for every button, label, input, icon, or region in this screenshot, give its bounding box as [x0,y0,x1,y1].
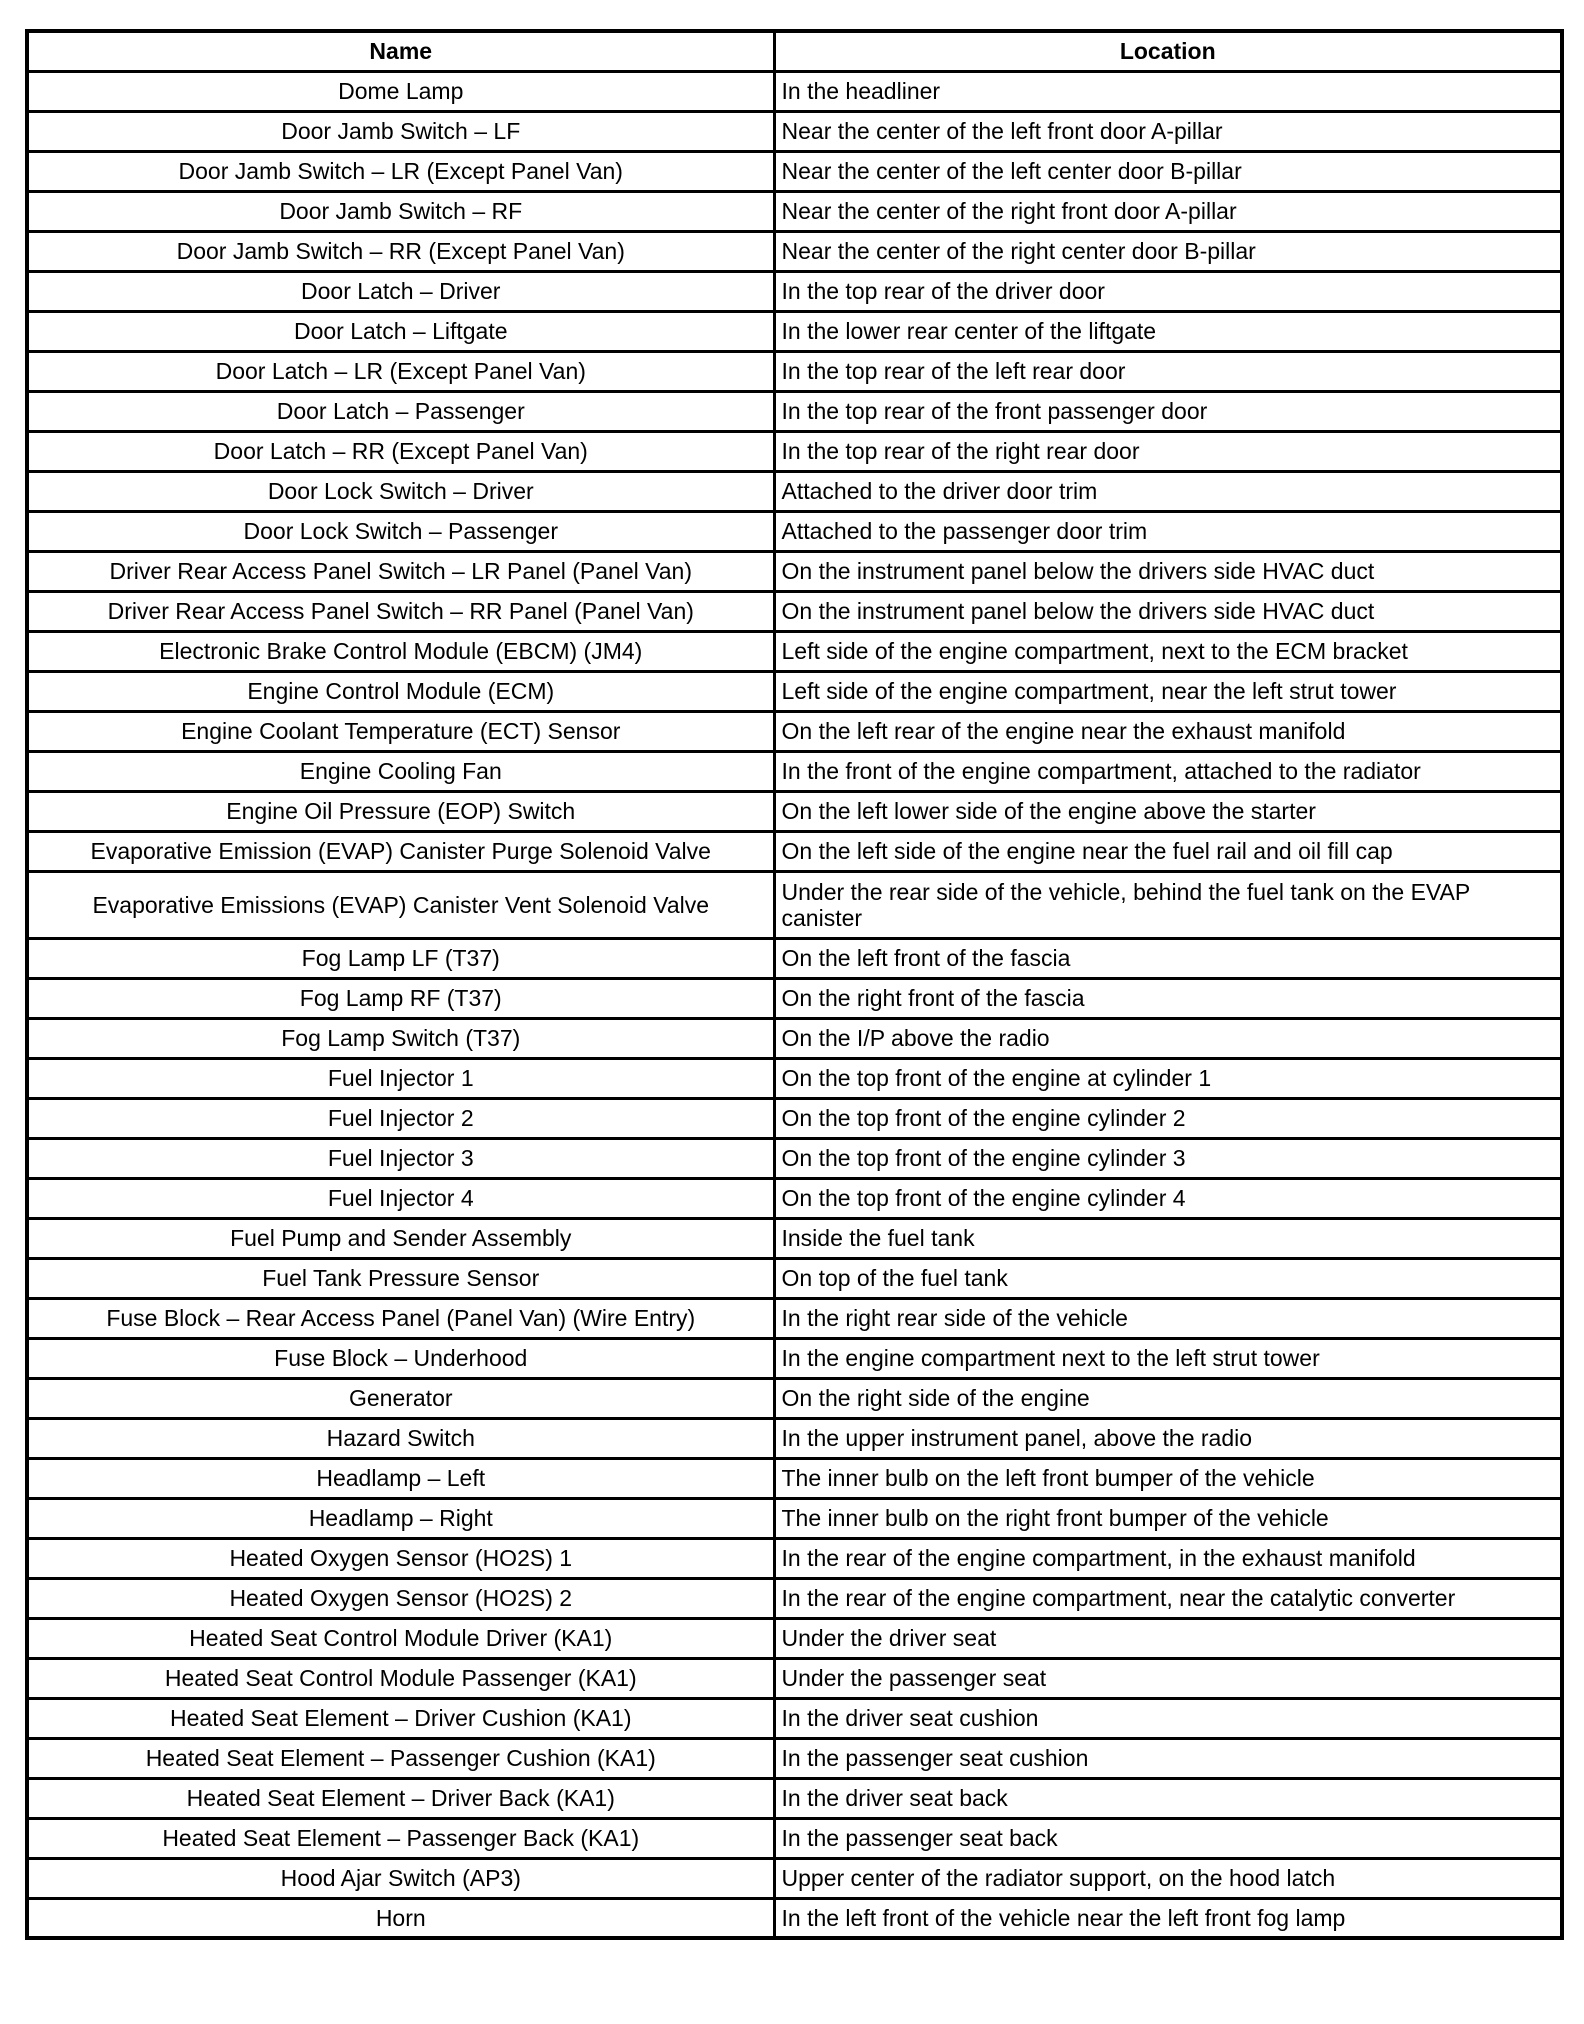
component-name-cell: Driver Rear Access Panel Switch – LR Panel (Panel Van) [27,551,774,591]
component-location-cell: In the driver seat cushion [774,1698,1562,1738]
table-row [27,711,1562,751]
component-location-cell: On the right front of the fascia [774,978,1562,1018]
component-name-cell: Fuel Injector 3 [27,1138,774,1178]
component-name-cell: Heated Seat Control Module Driver (KA1) [27,1618,774,1658]
component-location-cell: On the I/P above the radio [774,1018,1562,1058]
component-location-cell: On the left front of the fascia [774,938,1562,978]
component-location-cell: In the passenger seat cushion [774,1738,1562,1778]
table-row [27,1658,1562,1698]
component-name-cell: Horn [27,1898,774,1938]
component-name-cell: Door Jamb Switch – RR (Except Panel Van) [27,231,774,271]
component-location-cell: On the top front of the engine cylinder 2 [774,1098,1562,1138]
component-location-cell: Attached to the passenger door trim [774,511,1562,551]
component-location-cell: In the right rear side of the vehicle [774,1298,1562,1338]
component-name-cell: Fog Lamp RF (T37) [27,978,774,1018]
table-row [27,751,1562,791]
component-name-cell: Heated Seat Element – Passenger Cushion (KA1) [27,1738,774,1778]
component-location-cell: In the passenger seat back [774,1818,1562,1858]
component-name-cell: Door Latch – LR (Except Panel Van) [27,351,774,391]
component-location-cell: Upper center of the radiator support, on the hood latch [774,1858,1562,1898]
table-row [27,1778,1562,1818]
component-name-cell: Fuel Tank Pressure Sensor [27,1258,774,1298]
component-name-cell: Fuel Injector 1 [27,1058,774,1098]
component-name-cell: Heated Seat Element – Driver Cushion (KA1) [27,1698,774,1738]
component-location-cell: In the top rear of the front passenger door [774,391,1562,431]
table-row [27,1898,1562,1938]
component-name-cell: Door Latch – Driver [27,271,774,311]
component-location-cell: On the instrument panel below the drivers side HVAC duct [774,551,1562,591]
table-row [27,1378,1562,1418]
table-row [27,231,1562,271]
table-row [27,1138,1562,1178]
table-row [27,1498,1562,1538]
component-location-cell: Near the center of the right center door B-pillar [774,231,1562,271]
component-name-cell: Door Jamb Switch – LF [27,111,774,151]
table-row [27,111,1562,151]
component-name-cell: Heated Seat Element – Driver Back (KA1) [27,1778,774,1818]
table-row [27,1738,1562,1778]
component-name-cell: Electronic Brake Control Module (EBCM) (JM4) [27,631,774,671]
table-row [27,1098,1562,1138]
component-location-cell: In the upper instrument panel, above the radio [774,1418,1562,1458]
component-location-cell: Attached to the driver door trim [774,471,1562,511]
component-name-cell: Hood Ajar Switch (AP3) [27,1858,774,1898]
table-row [27,1458,1562,1498]
component-name-cell: Fuel Pump and Sender Assembly [27,1218,774,1258]
component-location-cell: In the top rear of the driver door [774,271,1562,311]
table-row [27,191,1562,231]
table-row [27,1338,1562,1378]
table-row [27,1178,1562,1218]
component-location-cell: On the left side of the engine near the fuel rail and oil fill cap [774,831,1562,871]
component-name-cell: Heated Seat Control Module Passenger (KA1) [27,1658,774,1698]
component-location-cell: Under the passenger seat [774,1658,1562,1698]
component-name-cell: Headlamp – Left [27,1458,774,1498]
component-name-cell: Engine Control Module (ECM) [27,671,774,711]
component-location-cell: Near the center of the left front door A-pillar [774,111,1562,151]
table-row [27,1858,1562,1898]
table-row [27,1218,1562,1258]
table-row [27,1258,1562,1298]
table-row [27,1698,1562,1738]
component-name-cell: Hazard Switch [27,1418,774,1458]
component-name-cell: Engine Coolant Temperature (ECT) Sensor [27,711,774,751]
table-row [27,978,1562,1018]
table-row [27,271,1562,311]
component-location-cell: Left side of the engine compartment, next to the ECM bracket [774,631,1562,671]
component-location-cell: On the right side of the engine [774,1378,1562,1418]
component-location-cell: On the left lower side of the engine above the starter [774,791,1562,831]
table-row [27,471,1562,511]
component-location-table [25,29,1564,1940]
component-name-cell: Door Jamb Switch – RF [27,191,774,231]
component-name-cell: Engine Oil Pressure (EOP) Switch [27,791,774,831]
component-name-cell: Fuel Injector 4 [27,1178,774,1218]
component-location-cell: In the engine compartment next to the left strut tower [774,1338,1562,1378]
table-row [27,1538,1562,1578]
table-row [27,1018,1562,1058]
component-name-cell: Door Latch – Passenger [27,391,774,431]
component-name-cell: Heated Oxygen Sensor (HO2S) 2 [27,1578,774,1618]
component-name-cell: Door Latch – Liftgate [27,311,774,351]
table-row [27,671,1562,711]
header-row [27,31,1562,71]
table-row [27,1578,1562,1618]
component-location-cell: In the driver seat back [774,1778,1562,1818]
table-row [27,1618,1562,1658]
component-location-cell: The inner bulb on the left front bumper of the vehicle [774,1458,1562,1498]
component-name-cell: Engine Cooling Fan [27,751,774,791]
table-body [27,71,1562,1938]
component-name-cell: Dome Lamp [27,71,774,111]
component-location-cell: Under the driver seat [774,1618,1562,1658]
component-name-cell: Evaporative Emissions (EVAP) Canister Vent Solenoid Valve [27,871,774,938]
component-name-cell: Evaporative Emission (EVAP) Canister Purge Solenoid Valve [27,831,774,871]
component-location-cell: On top of the fuel tank [774,1258,1562,1298]
component-location-cell: Inside the fuel tank [774,1218,1562,1258]
component-location-cell: On the top front of the engine at cylinder 1 [774,1058,1562,1098]
component-name-cell: Door Jamb Switch – LR (Except Panel Van) [27,151,774,191]
component-location-cell: In the lower rear center of the liftgate [774,311,1562,351]
component-location-cell: Near the center of the left center door B-pillar [774,151,1562,191]
component-name-cell: Headlamp – Right [27,1498,774,1538]
component-location-cell: The inner bulb on the right front bumper of the vehicle [774,1498,1562,1538]
table-row [27,871,1562,938]
component-location-cell: On the instrument panel below the drivers side HVAC duct [774,591,1562,631]
component-name-cell: Fog Lamp LF (T37) [27,938,774,978]
table-row [27,1298,1562,1338]
table-row [27,391,1562,431]
component-location-cell: On the top front of the engine cylinder 3 [774,1138,1562,1178]
component-location-cell: In the top rear of the right rear door [774,431,1562,471]
component-location-cell: In the rear of the engine compartment, in the exhaust manifold [774,1538,1562,1578]
table-row [27,351,1562,391]
component-name-cell: Driver Rear Access Panel Switch – RR Panel (Panel Van) [27,591,774,631]
component-name-cell: Fuse Block – Rear Access Panel (Panel Van) (Wire Entry) [27,1298,774,1338]
table-row [27,938,1562,978]
table-row [27,591,1562,631]
component-name-cell: Door Lock Switch – Driver [27,471,774,511]
component-location-cell: In the headliner [774,71,1562,111]
component-name-cell: Fog Lamp Switch (T37) [27,1018,774,1058]
table-row [27,311,1562,351]
component-name-cell: Heated Oxygen Sensor (HO2S) 1 [27,1538,774,1578]
table-row [27,631,1562,671]
component-name-cell: Door Lock Switch – Passenger [27,511,774,551]
component-location-cell: Left side of the engine compartment, near the left strut tower [774,671,1562,711]
component-name-cell: Door Latch – RR (Except Panel Van) [27,431,774,471]
component-name-cell: Heated Seat Element – Passenger Back (KA1) [27,1818,774,1858]
component-location-cell: In the rear of the engine compartment, near the catalytic converter [774,1578,1562,1618]
component-location-cell: On the top front of the engine cylinder 4 [774,1178,1562,1218]
component-location-cell: On the left rear of the engine near the exhaust manifold [774,711,1562,751]
table-row [27,511,1562,551]
component-name-cell: Fuel Injector 2 [27,1098,774,1138]
table-row [27,831,1562,871]
component-name-cell: Generator [27,1378,774,1418]
component-location-cell: Near the center of the right front door A-pillar [774,191,1562,231]
location-column-header: Location [774,31,1562,71]
name-column-header: Name [27,31,774,71]
table-row [27,1818,1562,1858]
table-row [27,431,1562,471]
component-name-cell: Fuse Block – Underhood [27,1338,774,1378]
component-location-cell: In the top rear of the left rear door [774,351,1562,391]
table-row [27,151,1562,191]
component-location-cell: Under the rear side of the vehicle, behind the fuel tank on the EVAP canister [774,871,1562,938]
table-row [27,1058,1562,1098]
component-location-cell: In the left front of the vehicle near the left front fog lamp [774,1898,1562,1938]
table-row [27,791,1562,831]
table-row [27,551,1562,591]
table-row [27,71,1562,111]
table-row [27,1418,1562,1458]
component-location-cell: In the front of the engine compartment, attached to the radiator [774,751,1562,791]
